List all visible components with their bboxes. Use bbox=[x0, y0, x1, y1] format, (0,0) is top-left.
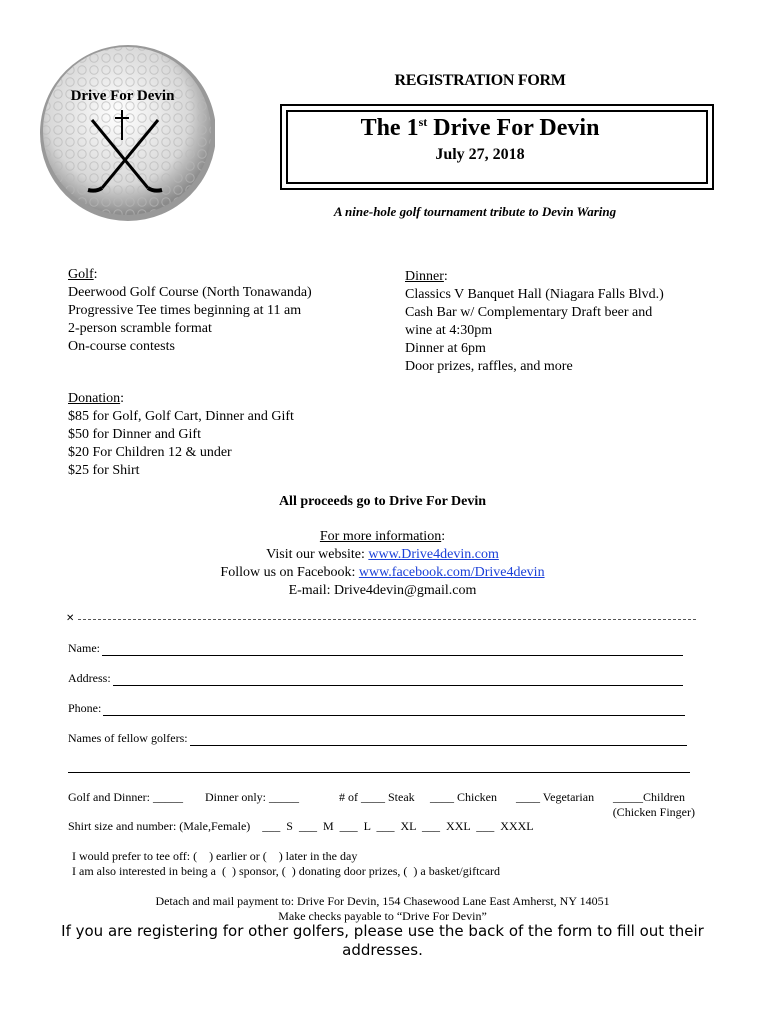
event-title-post: Drive For Devin bbox=[427, 115, 600, 141]
donation-line: $20 For Children 12 & under bbox=[68, 445, 232, 460]
golf-ball-logo-icon bbox=[40, 28, 215, 238]
donation-line: $85 for Golf, Golf Cart, Dinner and Gift bbox=[68, 409, 294, 424]
fellow-golfers-extra-line[interactable] bbox=[68, 762, 690, 773]
children-note: (Chicken Finger) bbox=[612, 805, 695, 819]
event-title-pre: The 1 bbox=[360, 115, 419, 141]
address-field[interactable] bbox=[68, 671, 683, 686]
meal-options-row bbox=[68, 790, 698, 806]
tee-preference[interactable]: I would prefer to tee off: ( ) earlier or ( ) later in the day bbox=[72, 849, 358, 863]
mail-line-2: Make checks payable to “Drive For Devin” bbox=[278, 909, 487, 923]
golf-heading: Golf bbox=[68, 267, 94, 282]
fellow-golfers-field[interactable] bbox=[68, 731, 687, 746]
website-link[interactable]: www.Drive4devin.com bbox=[368, 547, 499, 562]
golf-line: On-course contests bbox=[68, 339, 175, 354]
children-option[interactable]: _____Children bbox=[613, 790, 685, 804]
golf-dinner-option[interactable]: Golf and Dinner: _____ bbox=[68, 790, 183, 804]
donation-line: $50 for Dinner and Gift bbox=[68, 427, 201, 442]
golf-line: 2-person scramble format bbox=[68, 321, 212, 336]
name-label: Name: bbox=[68, 641, 100, 655]
dinner-heading: Dinner bbox=[405, 269, 444, 284]
dinner-only-option[interactable]: Dinner only: _____ bbox=[205, 790, 299, 804]
info-heading: For more information bbox=[319, 529, 442, 544]
interest-line[interactable]: I am also interested in being a ( ) sponsor, ( ) donating door prizes, ( ) a basket/giftcard bbox=[72, 864, 501, 878]
fellow-golfers-label: Names of fellow golfers: bbox=[68, 731, 188, 745]
cut-line bbox=[66, 613, 696, 625]
footer-note: If you are registering for other golfers, please use the back of the form to fill out their addresses. bbox=[61, 922, 704, 959]
golf-section: Golf: Deerwood Golf Course (North Tonawanda) Progressive Tee times beginning at 11 am 2-person scramble format On-course contests bbox=[68, 266, 378, 356]
dinner-line: wine at 4:30pm bbox=[405, 323, 493, 338]
dinner-line: Door prizes, raffles, and more bbox=[405, 359, 573, 374]
mail-instructions bbox=[0, 894, 765, 924]
email-line: E-mail: Drive4devin@gmail.com bbox=[288, 583, 477, 598]
scissors-icon: ✕ bbox=[66, 613, 75, 624]
shirt-size-row[interactable]: Shirt size and number: (Male,Female) ___ S ___ M ___ L ___ XL ___ XXL ___ XXXL bbox=[68, 819, 534, 833]
dinner-section: Dinner: Classics V Banquet Hall (Niagara Falls Blvd.) Cash Bar w/ Complementary Draft beer and wine at 4:30pm Dinner at 6pm Door prizes, raffles, and more bbox=[405, 268, 705, 376]
golf-line: Progressive Tee times beginning at 11 am bbox=[68, 303, 302, 318]
dinner-line: Dinner at 6pm bbox=[405, 341, 486, 356]
mail-line-1: Detach and mail payment to: Drive For Devin, 154 Chasewood Lane East Amherst, NY 14051 bbox=[155, 894, 610, 908]
dinner-line: Classics V Banquet Hall (Niagara Falls Blvd.) bbox=[405, 287, 664, 302]
proceeds-note: All proceeds go to Drive For Devin bbox=[278, 494, 487, 509]
logo-text: Drive For Devin bbox=[70, 88, 175, 104]
golf-line: Deerwood Golf Course (North Tonawanda) bbox=[68, 285, 312, 300]
vegetarian-option[interactable]: ____ Vegetarian bbox=[516, 790, 595, 804]
event-date: July 27, 2018 bbox=[435, 146, 525, 163]
tagline: A nine-hole golf tournament tribute to Devin Waring bbox=[333, 204, 617, 219]
event-title-sup: st bbox=[418, 115, 428, 129]
dinner-line: Cash Bar w/ Complementary Draft beer and bbox=[405, 305, 653, 320]
preferences-section bbox=[72, 849, 672, 879]
website-label: Visit our website: bbox=[266, 547, 369, 562]
donation-heading: Donation bbox=[68, 391, 121, 406]
donation-section: Donation: $85 for Golf, Golf Cart, Dinner and Gift $50 for Dinner and Gift $20 For Children 12 & under $25 for Shirt bbox=[68, 390, 388, 480]
facebook-link[interactable]: www.facebook.com/Drive4devin bbox=[358, 565, 545, 580]
phone-label: Phone: bbox=[68, 701, 102, 715]
info-section: For more information: Visit our website: www.Drive4devin.com Follow us on Facebook: www.facebook.com/Drive4devin E-mail: Drive4devin@gmail.com bbox=[0, 528, 765, 600]
facebook-label: Follow us on Facebook: bbox=[220, 565, 359, 580]
count-steak-option[interactable]: # of ____ Steak bbox=[339, 790, 415, 804]
phone-field[interactable] bbox=[68, 701, 685, 716]
chicken-option[interactable]: ____ Chicken bbox=[430, 790, 497, 804]
address-label: Address: bbox=[68, 671, 111, 685]
form-title: REGISTRATION FORM bbox=[394, 72, 566, 89]
event-title bbox=[280, 115, 680, 142]
donation-line: $25 for Shirt bbox=[68, 463, 140, 478]
name-field[interactable] bbox=[68, 641, 683, 656]
